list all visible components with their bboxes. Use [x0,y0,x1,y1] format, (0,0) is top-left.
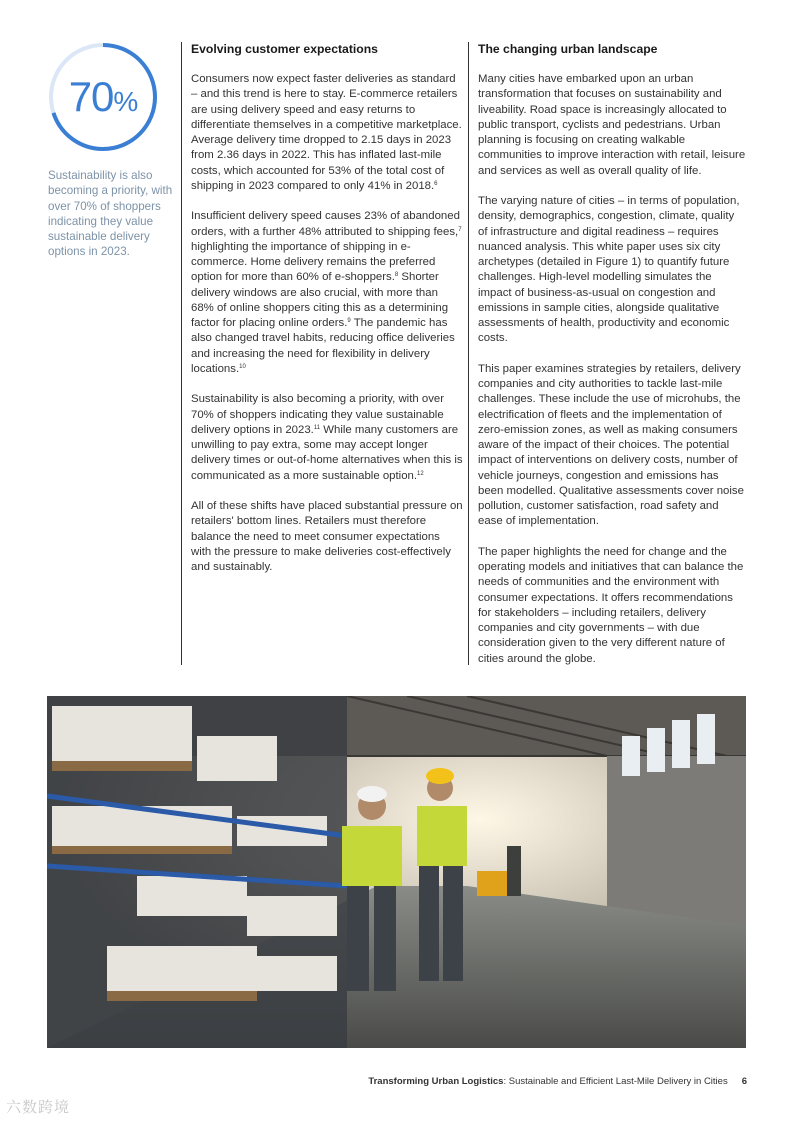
section-heading: Evolving customer expectations [191,42,378,56]
stat-unit: % [113,86,138,117]
warehouse-photo [47,696,746,1048]
stat-percentage [48,70,158,129]
footnote-ref: 10 [239,363,246,370]
watermark: 六数跨境 [6,1098,71,1116]
section-heading: The changing urban landscape [478,42,658,56]
stat-value: 70 [68,73,114,120]
footnote-ref: 8 [394,272,399,279]
column-divider-left [181,42,182,665]
footnote-ref: 12 [417,470,424,477]
paragraph: The paper highlights the need for change and the operating models and initiatives that can balance the needs of communities and the environment with consumer expectations. It offers recommendations for stakeholders – including retailers, delivery companies and city governments – with due consideration given to the very different nature of cities around the globe. [478,545,744,665]
footnote-ref: 7 [458,226,462,233]
section-urban-landscape [478,42,746,682]
footnote-ref: 9 [347,318,351,324]
footer-title-rest: : Sustainable and Efficient Last-Mile Delivery in Cities [503,1076,728,1087]
paragraph: All of these shifts have placed substantial pressure on retailers' bottom lines. Retailers must therefore balance the need to meet consumer expectations with the pressure to make deliveries cost-effectively and sustainably. [191,500,463,573]
paragraph: Sustainability is also becoming a priority, with over 70% of shoppers indicating they value sustainable delivery options in 2023.11 While many customers are unwilling to pay extra, some may accept longer delivery times or out-of-home alternatives when this is communicated as a more sustainable option.$^{12}$ [191,393,463,482]
column-divider-right [468,42,469,665]
paragraph: Many cities have embarked upon an urban transformation that focuses on sustainability and liveability. Road space is increasingly allocated to public transport, cyclists and pedestrians. Urban planning is focusing on creating walkable communities to improve interaction with retail, leisure and services as well as overall quality of life. [478,73,746,177]
stat-caption: Sustainability is also becoming a priority, with over 70% of shoppers indicating they value sustainable delivery options in 2023. [48,169,173,259]
footer-title-bold: Transforming Urban Logistics [368,1076,504,1087]
page-number: 6 [741,1076,747,1087]
paragraph: Insufficient delivery speed causes 23% of abandoned orders, with a further 48% attributed to shipping fees,$^7$ highlighting the importance of shipping in e-commerce. Home delivery remains the preferred option for more than 60% of e-shoppers.$^8$ Shorter delivery windows are also crucial, with more than 68% of online shoppers citing this as a determining factor for placing online orders.$^9$ The pandemic has also changed travel habits, reducing office deliveries and increasing the need for flexibility in delivery locations.$^{10}$ [191,210,462,375]
footnote-ref: 6 [434,180,438,187]
paragraph: This paper examines strategies by retailers, delivery companies and city authorities to tackle last-mile challenges. These include the use of microhubs, the electrification of fleets and the implementation of zero-emission zones, as well as making consumers aware of the impact of their choices. The potential impact of interventions on delivery costs, number of vehicle journeys, congestion and emissions has been modelled. Qualitative assessments cover noise pollution, customer satisfaction, road safety and ease of implementation. [478,362,744,528]
footnote-ref: 11 [313,424,321,431]
paragraph: Consumers now expect faster deliveries as standard – and this trend is here to stay. E-commerce retailers are using delivery speed and easy returns to differentiate themselves in a competitive marketplace. Average delivery time dropped to 2.15 days in 2023 from 2.36 days in 2022. This has inflated last-mile costs, which accounted for 53% of the total cost of shipping in 2023 compared to only 41% in 2018.$^6$ [191,73,462,192]
paragraph: The varying nature of cities – in terms of population, density, demographics, congestion, climate, quality of infrastructure and digital readiness – requires nuanced analysis. This white paper uses six city archetypes (detailed in Figure 1) to quantify future challenges. High-level modelling simulates the impact of business-as-usual on congestion and emissions in sample cities, alongside qualitative assessments of health, productivity and economic costs. [478,195,740,345]
page-footer [368,1076,747,1087]
section-customer-expectations [191,42,463,591]
